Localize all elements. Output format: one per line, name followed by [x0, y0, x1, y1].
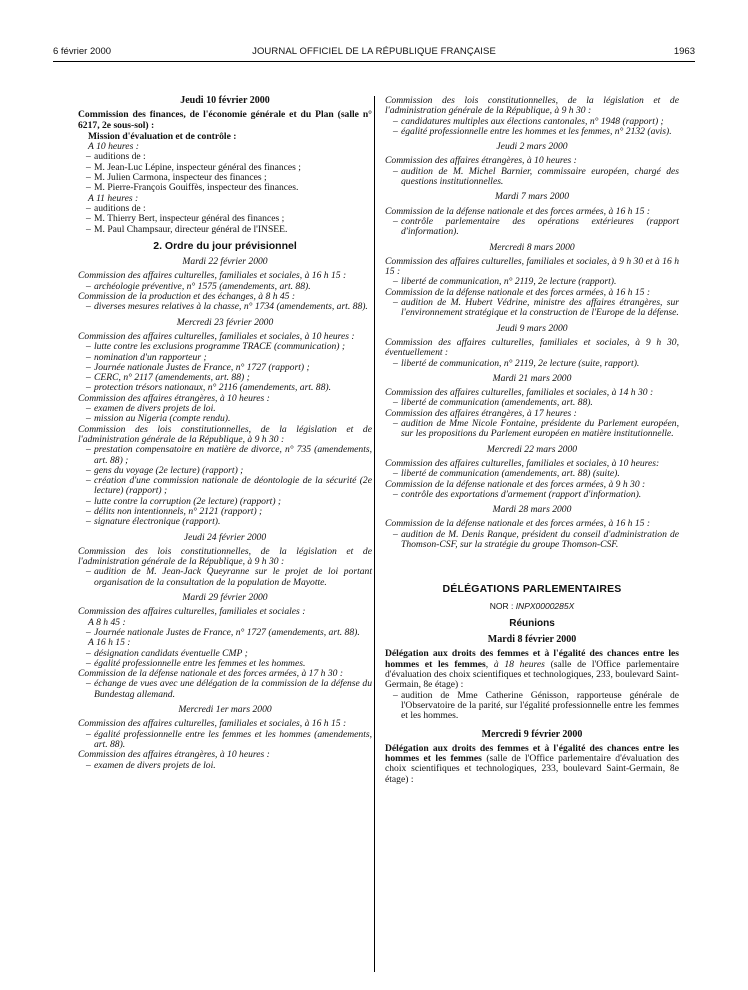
- agenda-item: – égalité professionnelle entre les hommes et les femmes, n° 2132 (avis).: [393, 125, 672, 137]
- subsection-title: Réunions: [509, 617, 555, 629]
- committee-heading: Commission des affaires étrangères, à 17 heures :: [385, 407, 577, 419]
- agenda-item: – M. Jean-Luc Lépine, inspecteur général des finances ;: [86, 161, 301, 173]
- section-title: DÉLÉGATIONS PARLEMENTAIRES: [442, 583, 622, 596]
- date-heading: Mercredi 23 février 2000: [176, 316, 274, 328]
- agenda-item: – nomination d'un rapporteur ;: [86, 351, 207, 363]
- committee-heading: Commission de la défense nationale et des forces armées, à 17 h 30 :: [78, 668, 344, 680]
- agenda-item: – examen de divers projets de loi.: [86, 759, 216, 771]
- header-rule: [53, 61, 695, 62]
- committee-heading: Commission de la production et des échanges, à 8 h 45 :: [78, 291, 296, 303]
- nor-value: INPX0000285X: [515, 600, 575, 611]
- date-heading: Mardi 8 février 2000: [487, 634, 577, 646]
- agenda-item: – audition de M. Denis Ranque, président du conseil d'administration de Thomson-CSF, sur la stratégie du groupe Thomson-CSF.: [393, 528, 679, 550]
- date-heading: Mardi 7 mars 2000: [495, 191, 569, 203]
- date-heading: Jeudi 24 février 2000: [183, 531, 267, 543]
- agenda-item: – audition de M. Jean-Jack Queyranne sur le projet de loi portant organisation de la consultation de la population de Mayotte.: [86, 566, 372, 588]
- date-heading: Mercredi 1er mars 2000: [178, 704, 272, 716]
- committee-heading: Commission des lois constitutionnelles, de la législation et de l'administration générale de la République, à 9 h 30 :: [385, 95, 679, 117]
- agenda-item: – égalité professionnelle entre les femmes et les hommes (amendements, art. 88).: [86, 728, 372, 750]
- date-heading: Mercredi 9 février 2000: [481, 728, 583, 740]
- committee-heading: Commission des lois constitutionnelles, de la législation et de l'administration générale de la République, à 9 h 30 :: [78, 545, 372, 568]
- section-title: 2. Ordre du jour prévisionnel: [153, 239, 297, 252]
- agenda-item: – auditions de :: [86, 151, 146, 163]
- agenda-item: – lutte contre les exclusions programme TRACE (communication) ;: [86, 341, 346, 353]
- date-heading: Mercredi 22 mars 2000: [486, 443, 578, 455]
- agenda-item: – M. Paul Champsaur, directeur général de l'INSEE.: [86, 223, 288, 235]
- header-title: JOURNAL OFFICIEL DE LA RÉPUBLIQUE FRANÇAISE: [252, 46, 496, 57]
- agenda-item: – mission au Nigeria (compte rendu).: [86, 413, 231, 425]
- agenda-item: – liberté de communication (amendements, art. 88) (suite).: [393, 468, 620, 480]
- delegation-paragraph: [385, 744, 679, 785]
- agenda-item: – création d'une commission nationale de déontologie de la sécurité (2e lecture) (rapport) ;: [86, 475, 372, 497]
- agenda-item: – contrôle parlementaire des opérations extérieures (rapport d'information).: [393, 215, 679, 238]
- date-heading: Mercredi 8 mars 2000: [489, 241, 575, 253]
- right-column: [385, 96, 679, 785]
- page-number: 1963: [673, 46, 695, 57]
- meeting-location: (salle de l'Office parlementaire d'évaluation des choix scientifiques et technologiques, 233, boulevard Saint-Germain, 8e étage) :: [385, 658, 679, 691]
- committee-heading: Commission des affaires culturelles, familiales et sociales, à 10 heures :: [78, 330, 355, 342]
- date-heading: Mardi 21 mars 2000: [492, 372, 572, 384]
- nor-label: NOR :: [489, 600, 514, 611]
- time-label: A 10 heures :: [88, 141, 139, 153]
- committee-heading: Commission des affaires culturelles, familiales et sociales, à 9 h 30 et à 16 h 15 :: [385, 255, 679, 278]
- agenda-item: – échange de vues avec une délégation de la commission de la défense du Bundestag allemand.: [86, 678, 372, 700]
- committee-heading: Commission de la défense nationale et des forces armées, à 16 h 15 :: [385, 205, 651, 217]
- agenda-item: – liberté de communication, n° 2119, 2e lecture (suite, rapport).: [393, 357, 640, 369]
- committee-heading: Commission des affaires culturelles, familiales et sociales, à 16 h 15 :: [78, 270, 347, 282]
- agenda-item: – diverses mesures relatives à la chasse, n° 1734 (amendements, art. 88).: [86, 301, 368, 313]
- committee-heading: Commission des affaires culturelles, familiales et sociales :: [78, 606, 306, 618]
- committee-heading: Commission de la défense nationale et des forces armées, à 16 h 15 :: [385, 518, 651, 530]
- agenda-item: – M. Julien Carmona, inspecteur des finances ;: [86, 172, 267, 184]
- agenda-item: – audition de M. Michel Barnier, commissaire européen, chargé des questions institutionnelles.: [393, 165, 679, 188]
- agenda-item: – audition de M. Hubert Védrine, ministre des affaires étrangères, sur l'environnement stratégique et la construction de l'Europe de la défense.: [393, 297, 679, 319]
- agenda-item: – M. Thierry Bert, inspecteur général des finances ;: [86, 213, 285, 225]
- mission-heading: Mission d'évaluation et de contrôle :: [88, 130, 237, 142]
- date-heading: Mardi 29 février 2000: [182, 592, 268, 604]
- agenda-item: – auditions de :: [86, 202, 146, 214]
- agenda-item: – CERC, n° 2117 (amendements, art. 88) ;: [86, 372, 250, 384]
- agenda-item: – protection trésors nationaux, n° 2116 (amendements, art. 88).: [86, 382, 331, 394]
- agenda-item: – gens du voyage (2e lecture) (rapport) ;: [86, 464, 244, 476]
- meeting-location: (salle de l'Office parlementaire d'évaluation des choix scientifiques et technologiques, 233, boulevard Saint-Germain, 8e étage) :: [385, 753, 680, 785]
- date-heading: Jeudi 2 mars 2000: [496, 141, 568, 153]
- date-heading: Jeudi 9 mars 2000: [496, 322, 568, 334]
- column-divider: [374, 96, 375, 972]
- agenda-item: – lutte contre la corruption (2e lecture) (rapport) ;: [86, 495, 282, 507]
- header-date: 6 février 2000: [53, 46, 112, 57]
- agenda-item: – désignation candidats éventuelle CMP ;: [86, 647, 248, 659]
- left-column: [78, 96, 372, 771]
- date-heading: Mardi 22 février 2000: [182, 256, 268, 268]
- agenda-item: – contrôle des exportations d'armement (rapport d'information).: [393, 488, 642, 500]
- committee-heading: Commission des lois constitutionnelles, de la législation et de l'administration générale de la République, à 9 h 30 :: [78, 423, 372, 445]
- page-header: [53, 46, 695, 62]
- committee-heading: Commission des affaires culturelles, familiales et sociales, à 10 heures:: [385, 457, 660, 469]
- agenda-item: – audition de Mme Nicole Fontaine, présidente du Parlement européen, sur les propositions du Parlement européen en matière institutionnelle.: [393, 418, 679, 440]
- agenda-item: – examen de divers projets de loi.: [86, 403, 216, 415]
- agenda-item: – M. Pierre-François Gouiffès, inspecteur des finances.: [86, 182, 299, 194]
- agenda-item: – prestation compensatoire en matière de divorce, n° 735 (amendements, art. 88) ;: [86, 444, 372, 466]
- date-heading: Mardi 28 mars 2000: [492, 504, 572, 516]
- delegation-name: Délégation aux droits des femmes et à l'égalité des chances entre les hommes et les femmes: [385, 648, 679, 670]
- committee-heading: Commission des affaires culturelles, familiales et sociales, à 14 h 30 :: [385, 387, 654, 399]
- agenda-item: – audition de Mme Catherine Génisson, rapporteuse générale de l'Observatoire de la parité, sur l'égalité professionnelle entre les femmes et les hommes.: [393, 689, 679, 722]
- time-label: A 16 h 15 :: [88, 637, 131, 649]
- delegation-paragraph: [385, 649, 679, 690]
- time-label: A 11 heures :: [88, 192, 139, 204]
- time-label: A 8 h 45 :: [88, 616, 126, 628]
- agenda-item: – Journée nationale Justes de France, n° 1727 (rapport) ;: [86, 361, 310, 373]
- agenda-item: – archéologie préventive, n° 1575 (amendements, art. 88).: [86, 280, 311, 292]
- date-heading: Jeudi 10 février 2000: [180, 95, 270, 106]
- agenda-item: – liberté de communication (amendements, art. 88).: [393, 397, 593, 409]
- agenda-item: – Journée nationale Justes de France, n° 1727 (amendements, art. 88).: [86, 626, 360, 638]
- delegation-name: Délégation aux droits des femmes et à l'égalité des chances entre les hommes et les femmes: [385, 742, 679, 765]
- committee-heading: Commission de la défense nationale et des forces armées, à 16 h 15 :: [385, 286, 651, 298]
- agenda-item: – signature électronique (rapport).: [86, 516, 221, 528]
- agenda-item: – égalité professionnelle entre les femmes et les hommes.: [86, 657, 306, 669]
- meeting-time: , à 18 heures: [485, 658, 545, 670]
- committee-heading: Commission des affaires culturelles, familiales et sociales, à 16 h 15 :: [78, 718, 347, 730]
- agenda-item: – candidatures multiples aux élections cantonales, n° 1948 (rapport) ;: [393, 115, 664, 127]
- committee-heading: Commission des affaires étrangères, à 10 heures :: [385, 155, 577, 167]
- nor-reference: [385, 601, 679, 611]
- committee-heading: Commission de la défense nationale et des forces armées, à 9 h 30 :: [385, 478, 646, 490]
- committee-heading: Commission des affaires culturelles, familiales et sociales, à 9 h 30, éventuellement :: [385, 336, 679, 359]
- agenda-item: – délits non intentionnels, n° 2121 (rapport) ;: [86, 505, 263, 517]
- committee-heading: Commission des affaires étrangères, à 10 heures :: [78, 749, 270, 761]
- agenda-item: – liberté de communication, n° 2119, 2e lecture (rapport).: [393, 276, 617, 288]
- committee-heading: Commission des affaires étrangères, à 10 heures :: [78, 392, 270, 404]
- committee-heading: Commission des finances, de l'économie générale et du Plan (salle n° 6217, 2e sous-sol) :: [78, 109, 372, 131]
